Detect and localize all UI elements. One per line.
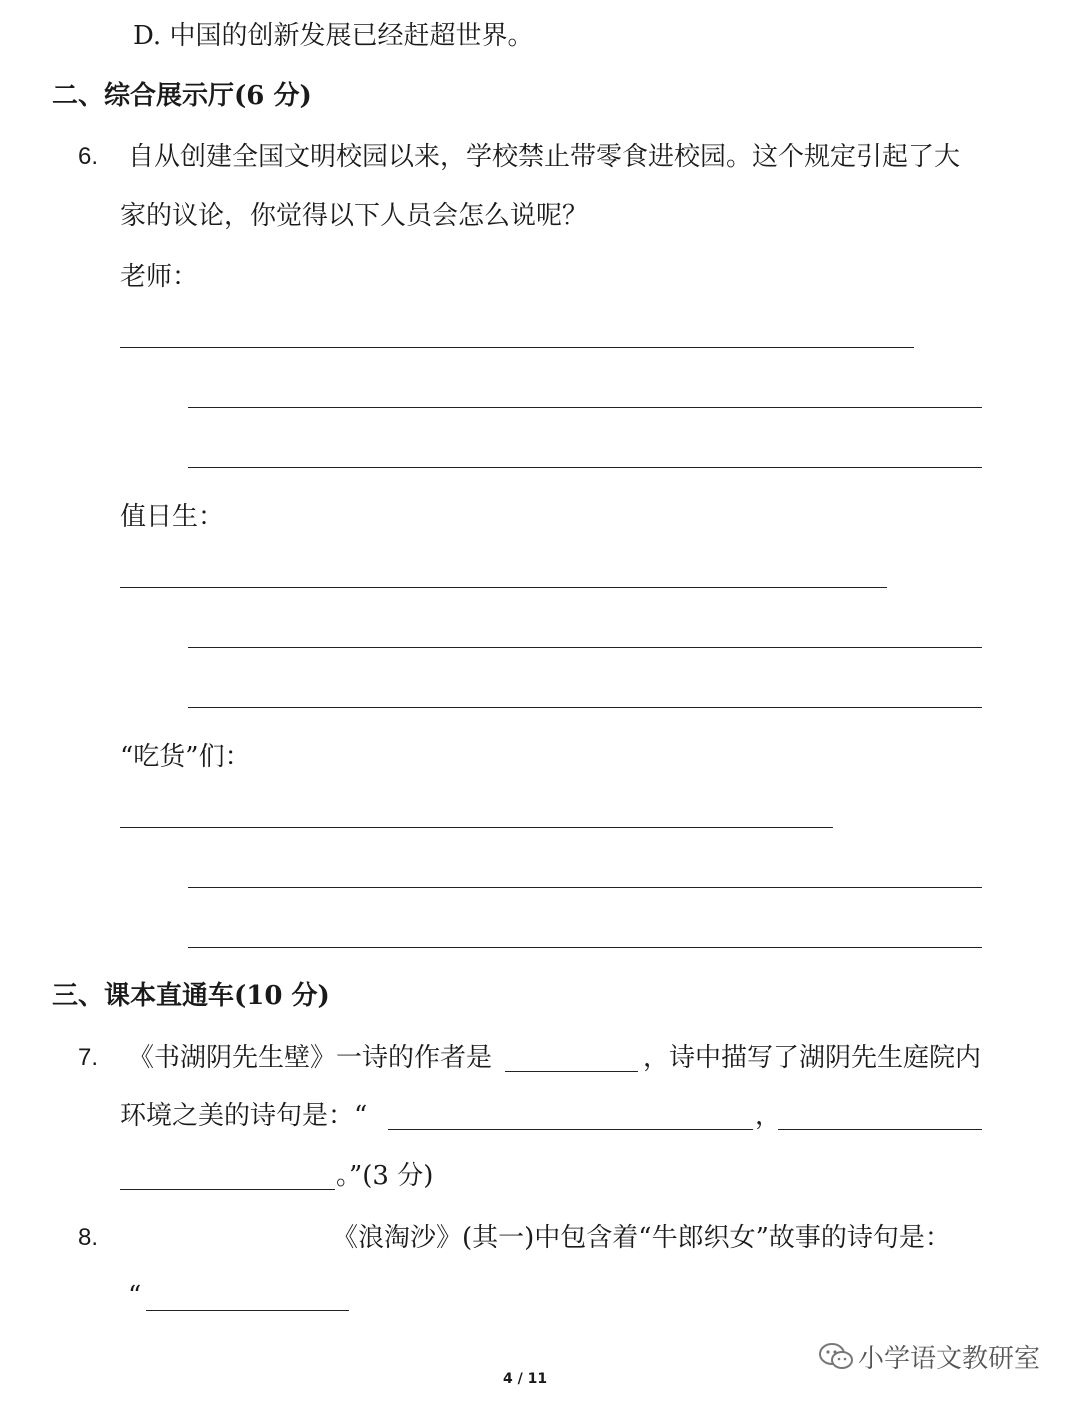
teacher-answer-line-3[interactable] (188, 467, 982, 468)
watermark (818, 1338, 1040, 1375)
duty-answer-line-1[interactable] (120, 587, 887, 588)
q6-text-line2: 家的议论，你觉得以下人员会怎么说呢？ (120, 201, 589, 231)
teacher-answer-line-1[interactable] (120, 347, 914, 348)
foodie-answer-line-3[interactable] (188, 947, 982, 948)
foodie-answer-line-2[interactable] (188, 887, 982, 888)
duty-answer-line-2[interactable] (188, 647, 982, 648)
q8-answer-blank[interactable] (146, 1310, 349, 1311)
q6-text-line1: 自从创建全国文明校园以来，学校禁止带零食进校园。这个规定引起了大 (128, 142, 961, 172)
q7-end: 。”(3 分) (336, 1161, 434, 1191)
q8-quote-open: “ (128, 1281, 142, 1311)
q7-text-line2: 环境之美的诗句是：“ (120, 1101, 368, 1131)
duty-student-label: 值日生： (120, 502, 225, 532)
foodie-label: “吃货”们： (120, 742, 251, 772)
teacher-answer-line-2[interactable] (188, 407, 982, 408)
q7-poem-blank-1[interactable] (388, 1129, 753, 1130)
duty-answer-line-3[interactable] (188, 707, 982, 708)
q7-text-part1: 《书湖阴先生壁》一诗的作者是 (128, 1043, 493, 1073)
section-3-title: 三、课本直通车(10 分) (52, 981, 330, 1011)
q7-number: 7. (78, 1044, 99, 1071)
q6-number: 6. (78, 143, 99, 170)
q7-poem-blank-3[interactable] (120, 1189, 335, 1190)
foodie-answer-line-1[interactable] (120, 827, 833, 828)
q7-text-part2: ，诗中描写了湖阴先生庭院内 (643, 1043, 982, 1073)
section-2-title: 二、综合展示厅(6 分) (52, 81, 312, 111)
q7-poem-blank-2[interactable] (778, 1129, 982, 1130)
option-d: D. 中国的创新发展已经赶超世界。 (133, 21, 534, 51)
q7-comma: ， (755, 1101, 782, 1131)
q7-author-blank[interactable] (505, 1071, 638, 1072)
watermark-text: 小学语文教研室 (858, 1344, 1041, 1374)
q8-text: 《浪淘沙》(其一)中包含着“牛郎织女”故事的诗句是： (332, 1223, 951, 1253)
q8-number: 8. (78, 1224, 99, 1251)
wechat-icon (818, 1341, 854, 1373)
teacher-label: 老师： (120, 262, 199, 292)
page-number: 4 / 11 (503, 1371, 548, 1387)
